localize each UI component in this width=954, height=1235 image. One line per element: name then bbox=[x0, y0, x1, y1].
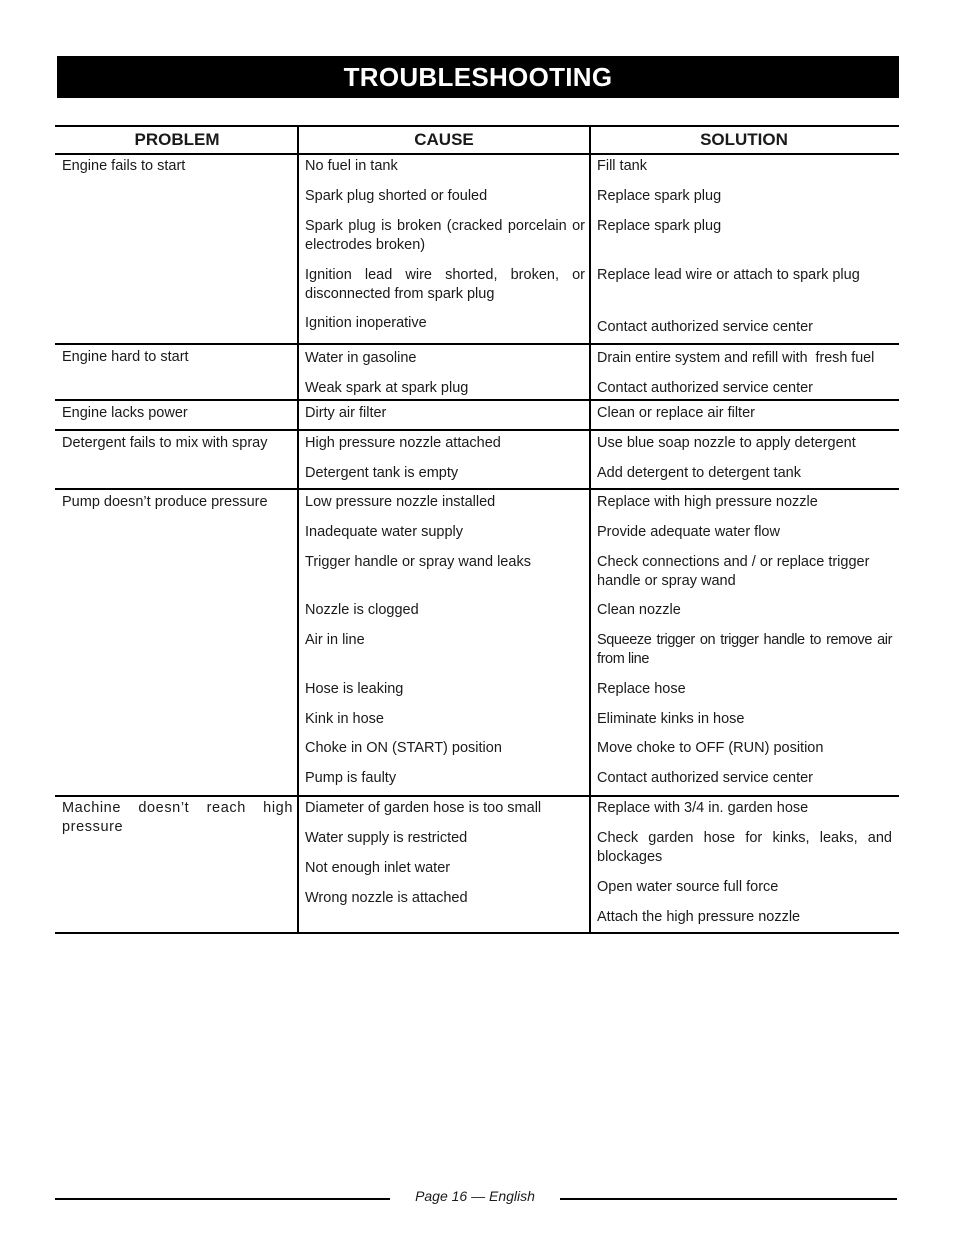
cause-cell: Air in line bbox=[305, 632, 365, 648]
table-top-rule bbox=[55, 125, 899, 127]
cause-cell: Ignition inoperative bbox=[305, 315, 427, 331]
cause-cell: Trigger handle or spray wand leaks bbox=[305, 554, 531, 570]
page-number: Page 16 — English bbox=[415, 1188, 535, 1204]
section-divider bbox=[55, 488, 899, 490]
cause-cell: Nozzle is clogged bbox=[305, 602, 419, 618]
cause-cell: Weak spark at spark plug bbox=[305, 380, 469, 396]
page-title-bar bbox=[57, 56, 899, 98]
solution-cell: Replace spark plug bbox=[597, 188, 722, 204]
solution-cell: Contact authorized service center bbox=[597, 319, 813, 335]
column-divider-2 bbox=[589, 125, 591, 934]
header-cause: CAUSE bbox=[414, 130, 474, 149]
cause-cell: Dirty air filter bbox=[305, 405, 387, 421]
cause-cell: Pump is faulty bbox=[305, 770, 397, 786]
section-divider bbox=[55, 795, 899, 797]
problem-cell: Engine fails to start bbox=[62, 158, 186, 174]
solution-cell: Clean or replace air filter bbox=[597, 405, 755, 421]
solution-cell: Replace spark plug bbox=[597, 218, 722, 234]
problem-cell: Engine hard to start bbox=[62, 349, 189, 365]
cause-cell: Choke in ON (START) position bbox=[305, 740, 502, 756]
cause-cell: Not enough inlet water bbox=[305, 860, 451, 876]
solution-cell: Clean nozzle bbox=[597, 602, 681, 618]
cause-cell: Spark plug shorted or fouled bbox=[305, 188, 488, 204]
column-divider-1 bbox=[297, 125, 299, 934]
solution-cell: Move choke to OFF (RUN) position bbox=[597, 740, 824, 756]
footer-rule-right bbox=[560, 1198, 897, 1200]
cause-cell: Ignition lead wire shorted, broken, or disconnected from spark plug bbox=[305, 267, 585, 302]
cause-cell: Wrong nozzle is attached bbox=[305, 890, 468, 906]
solution-cell: Add detergent to detergent tank bbox=[597, 465, 801, 481]
cause-cell: Spark plug is broken (cracked porcelain or electrodes broken) bbox=[305, 218, 585, 253]
cause-cell: No fuel in tank bbox=[305, 158, 398, 174]
solution-cell: Contact authorized service center bbox=[597, 770, 813, 786]
page-title: TROUBLESHOOTING bbox=[343, 62, 613, 92]
cause-cell: Hose is leaking bbox=[305, 681, 404, 697]
solution-cell: Check garden hose for kinks, leaks, and blockages bbox=[597, 830, 892, 865]
problem-cell: Machine doesn’t reach high pressure bbox=[62, 800, 293, 835]
cause-cell: Detergent tank is empty bbox=[305, 465, 459, 481]
problem-cell: Detergent fails to mix with spray bbox=[62, 435, 268, 451]
header-problem: PROBLEM bbox=[134, 130, 220, 149]
cause-cell: Water supply is restricted bbox=[305, 830, 468, 846]
solution-cell: Check connections and / or replace trigger handle or spray wand bbox=[597, 554, 870, 589]
solution-cell: Contact authorized service center bbox=[597, 380, 813, 396]
solution-cell: Drain entire system and refill with fresh fuel bbox=[597, 350, 875, 366]
cause-cell: Inadequate water supply bbox=[305, 524, 463, 540]
cause-cell: Water in gasoline bbox=[305, 350, 417, 366]
cause-cell: Diameter of garden hose is too small bbox=[305, 800, 542, 816]
solution-cell: Replace hose bbox=[597, 681, 686, 697]
section-divider bbox=[55, 429, 899, 431]
problem-cell: Pump doesn’t produce pressure bbox=[62, 494, 268, 510]
solution-cell: Eliminate kinks in hose bbox=[597, 711, 745, 727]
cause-cell: Kink in hose bbox=[305, 711, 384, 727]
solution-cell: Squeeze trigger on trigger handle to remove air from line bbox=[597, 632, 892, 667]
header-bottom-rule bbox=[55, 153, 899, 155]
solution-cell: Replace with 3/4 in. garden hose bbox=[597, 800, 809, 816]
solution-cell: Provide adequate water flow bbox=[597, 524, 780, 540]
section-divider bbox=[55, 399, 899, 401]
table-bottom-rule bbox=[55, 932, 899, 934]
solution-cell: Replace lead wire or attach to spark plug bbox=[597, 267, 860, 283]
solution-cell: Replace with high pressure nozzle bbox=[597, 494, 818, 510]
header-solution: SOLUTION bbox=[700, 130, 788, 149]
solution-cell: Use blue soap nozzle to apply detergent bbox=[597, 435, 856, 451]
footer-rule-left bbox=[55, 1198, 390, 1200]
problem-cell: Engine lacks power bbox=[62, 405, 188, 421]
solution-cell: Open water source full force bbox=[597, 879, 779, 895]
cause-cell: High pressure nozzle attached bbox=[305, 435, 501, 451]
solution-cell: Attach the high pressure nozzle bbox=[597, 909, 801, 925]
section-divider bbox=[55, 343, 899, 345]
solution-cell: Fill tank bbox=[597, 158, 647, 174]
cause-cell: Low pressure nozzle installed bbox=[305, 494, 496, 510]
